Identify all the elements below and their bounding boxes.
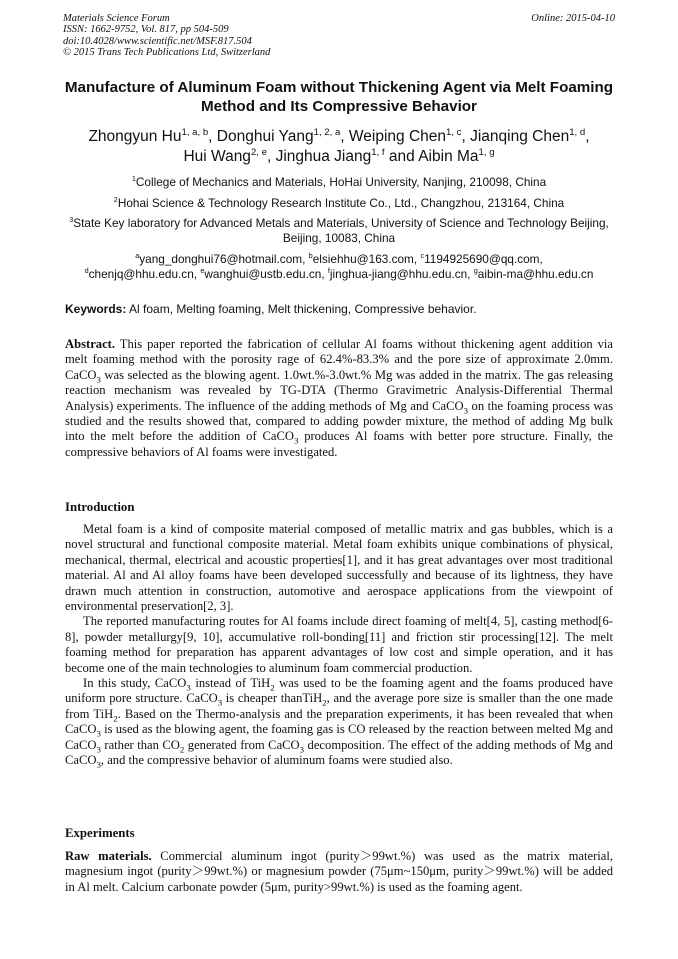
copyright-line: © 2015 Trans Tech Publications Ltd, Switzerland <box>63 46 271 58</box>
keywords-text: Al foam, Melting foaming, Melt thickening, Compressive behavior. <box>129 302 477 316</box>
email-link[interactable]: jinghua-jiang@hhu.edu.cn <box>329 267 468 281</box>
online-date: Online: 2015-04-10 <box>531 13 615 24</box>
intro-paragraph-3: In this study, CaCO$_3$ instead of TiH$_2$ was used to be the foaming agent and the foams produced have uniform pore structure. CaCO$_3$ is cheaper thanTiH$_2$, and the average pore size is smaller than the one made from TiH$_2$. Based on the Thermo-analysis and the preparation experiments, it has been revealed that when CaCO$_3$ is used as the blowing agent, the foaming gas is CO released by the reaction between melted Mg and CaCO$_3$ rather than $CO_2$ generated from CaCO$_3$ decomposition. The effect of the adding methods of Mg and CaCO$_3$, and the compressive behavior of aluminum foams were studied also. <box>65 676 613 770</box>
author: Zhongyun Hu$^{1, a, b}$ <box>88 126 209 145</box>
author-list: Zhongyun Hu$^{1, a, b}$, Donghui Yang$^{1, 2, a}$, Weiping Chen$^{1, c}$, Jianqing Chen$^{1, d}$, Hui Wang$^{2, e}$, Jinghua Jiang$^{1, f}$ and Aibin Ma$^{1, g}$ <box>88 126 590 165</box>
issn-line: ISSN: 1662-9752, Vol. 817, pp 504-509 <box>63 24 229 36</box>
keywords-label: Keywords: <box>65 302 127 316</box>
section-heading-experiments: Experiments <box>65 826 135 840</box>
abstract-label: Abstract. <box>65 337 116 351</box>
affiliation-3: $^3$State Key laboratory for Advanced Metals and Materials, University of Science and Technology Beijing, Beijing, 10083, China <box>69 215 609 245</box>
email-link[interactable]: yang_donghui76@hotmail.com <box>139 252 303 266</box>
intro-paragraph-1: Metal foam is a kind of composite material composed of metallic matrix and gas bubbles, which is a novel structural and functional composite material. Metal foam exhibits unique combinations of physical, mechanical, thermal, electrical and acoustic properties[1], and it has great advantages over most traditional material. Al and Al alloy foams have been developed successfully and because of its lightness, they have drawn much attention in construction, automotive and aerospace applications from the viewpoint of environmental preservation[2, 3]. <box>65 522 613 614</box>
introduction-body <box>65 522 613 769</box>
email-link[interactable]: aibin-ma@hhu.edu.cn <box>477 267 594 281</box>
author: Aibin Ma$^{1, g}$ <box>418 146 495 165</box>
doi-line: doi:10.4028/www.scientific.net/MSF.817.504 <box>63 35 252 47</box>
author: Weiping Chen$^{1, c}$ <box>348 126 462 145</box>
raw-materials-paragraph: Raw materials. Commercial aluminum ingot (purity＞99wt.%) was used as the matrix material, magnesium ingot (purity＞99wt.%) or magnesium powder (75μm~150μm, purity＞99wt.%) will be added in Al melt. Calcium carbonate powder (5μm, purity>99wt.%) is used as the foaming agent. <box>65 849 614 894</box>
email-link[interactable]: elsiehhu@163.com <box>312 252 414 266</box>
abstract: Abstract. This paper reported the fabrication of cellular Al foams without thickening agent addition via melt foaming method with the porosity rage of 62.4%-83.3% and the pore size of approximate 2.0mm. CaCO$_3$ was selected as the blowing agent. 1.0wt.%-3.0wt.% Mg was added in the matrix. The gas releasing reaction mechanism was revealed by TG-DTA (Thermo Gravimetric Analysis-Differential Thermal Analysis) experiments. The influence of the adding methods of Mg and CaCO$_3$ on the foaming process was studied and the results showed that, compared to adding powder mixture, the method of adding Mg bulk into the melt before the addition of CaCO$_3$ produces Al foams with better pore structure. Finally, the compressive behaviors of Al foams were investigated. <box>65 337 614 459</box>
journal-header <box>63 13 270 58</box>
affiliation-1: $^1$College of Mechanics and Materials, HoHai University, Nanjing, 210098, China <box>131 174 547 189</box>
email-list: $^a$yang_donghui76@hotmail.com, $^b$elsiehhu@163.com, $^c$1194925690@qq.com, $^d$chenjq@hhu.edu.cn, $^e$wanghui@ustb.edu.cn, $^f$jinghua-jiang@hhu.edu.cn, $^g$aibin-ma@hhu.edu.cn <box>84 251 594 281</box>
keywords <box>65 302 615 317</box>
raw-materials-label: Raw materials. <box>65 849 152 863</box>
author: Jinghua Jiang$^{1, f}$ <box>275 146 385 165</box>
author: Donghui Yang$^{1, 2, a}$ <box>216 126 341 145</box>
affiliation-2: $^2$Hohai Science & Technology Research Institute Co., Ltd., Changzhou, 213164, China <box>113 195 565 210</box>
email-link[interactable]: 1194925690@qq.com <box>424 252 540 266</box>
journal-name: Materials Science Forum <box>63 13 170 24</box>
paper-title: Manufacture of Aluminum Foam without Thickening Agent via Melt Foaming Method and Its Compressive Behavior <box>64 79 614 115</box>
email-link[interactable]: chenjq@hhu.edu.cn <box>88 267 194 281</box>
experiments-body <box>65 849 613 895</box>
intro-paragraph-2: The reported manufacturing routes for Al foams include direct foaming of melt[4, 5], casting method[6-8], powder metallurgy[9, 10], accumulative roll-bonding[11] and friction stir processing[12]. The melt foaming method for preparation has apparent advantages of low cost and simple operation, and it has become one of the main technologies to aluminum foam commercial production. <box>65 614 613 675</box>
author: Jianqing Chen$^{1, d}$ <box>470 126 586 145</box>
email-link[interactable]: wanghui@ustb.edu.cn <box>204 267 322 281</box>
author: Hui Wang$^{2, e}$ <box>183 146 267 165</box>
section-heading-introduction: Introduction <box>65 500 135 514</box>
